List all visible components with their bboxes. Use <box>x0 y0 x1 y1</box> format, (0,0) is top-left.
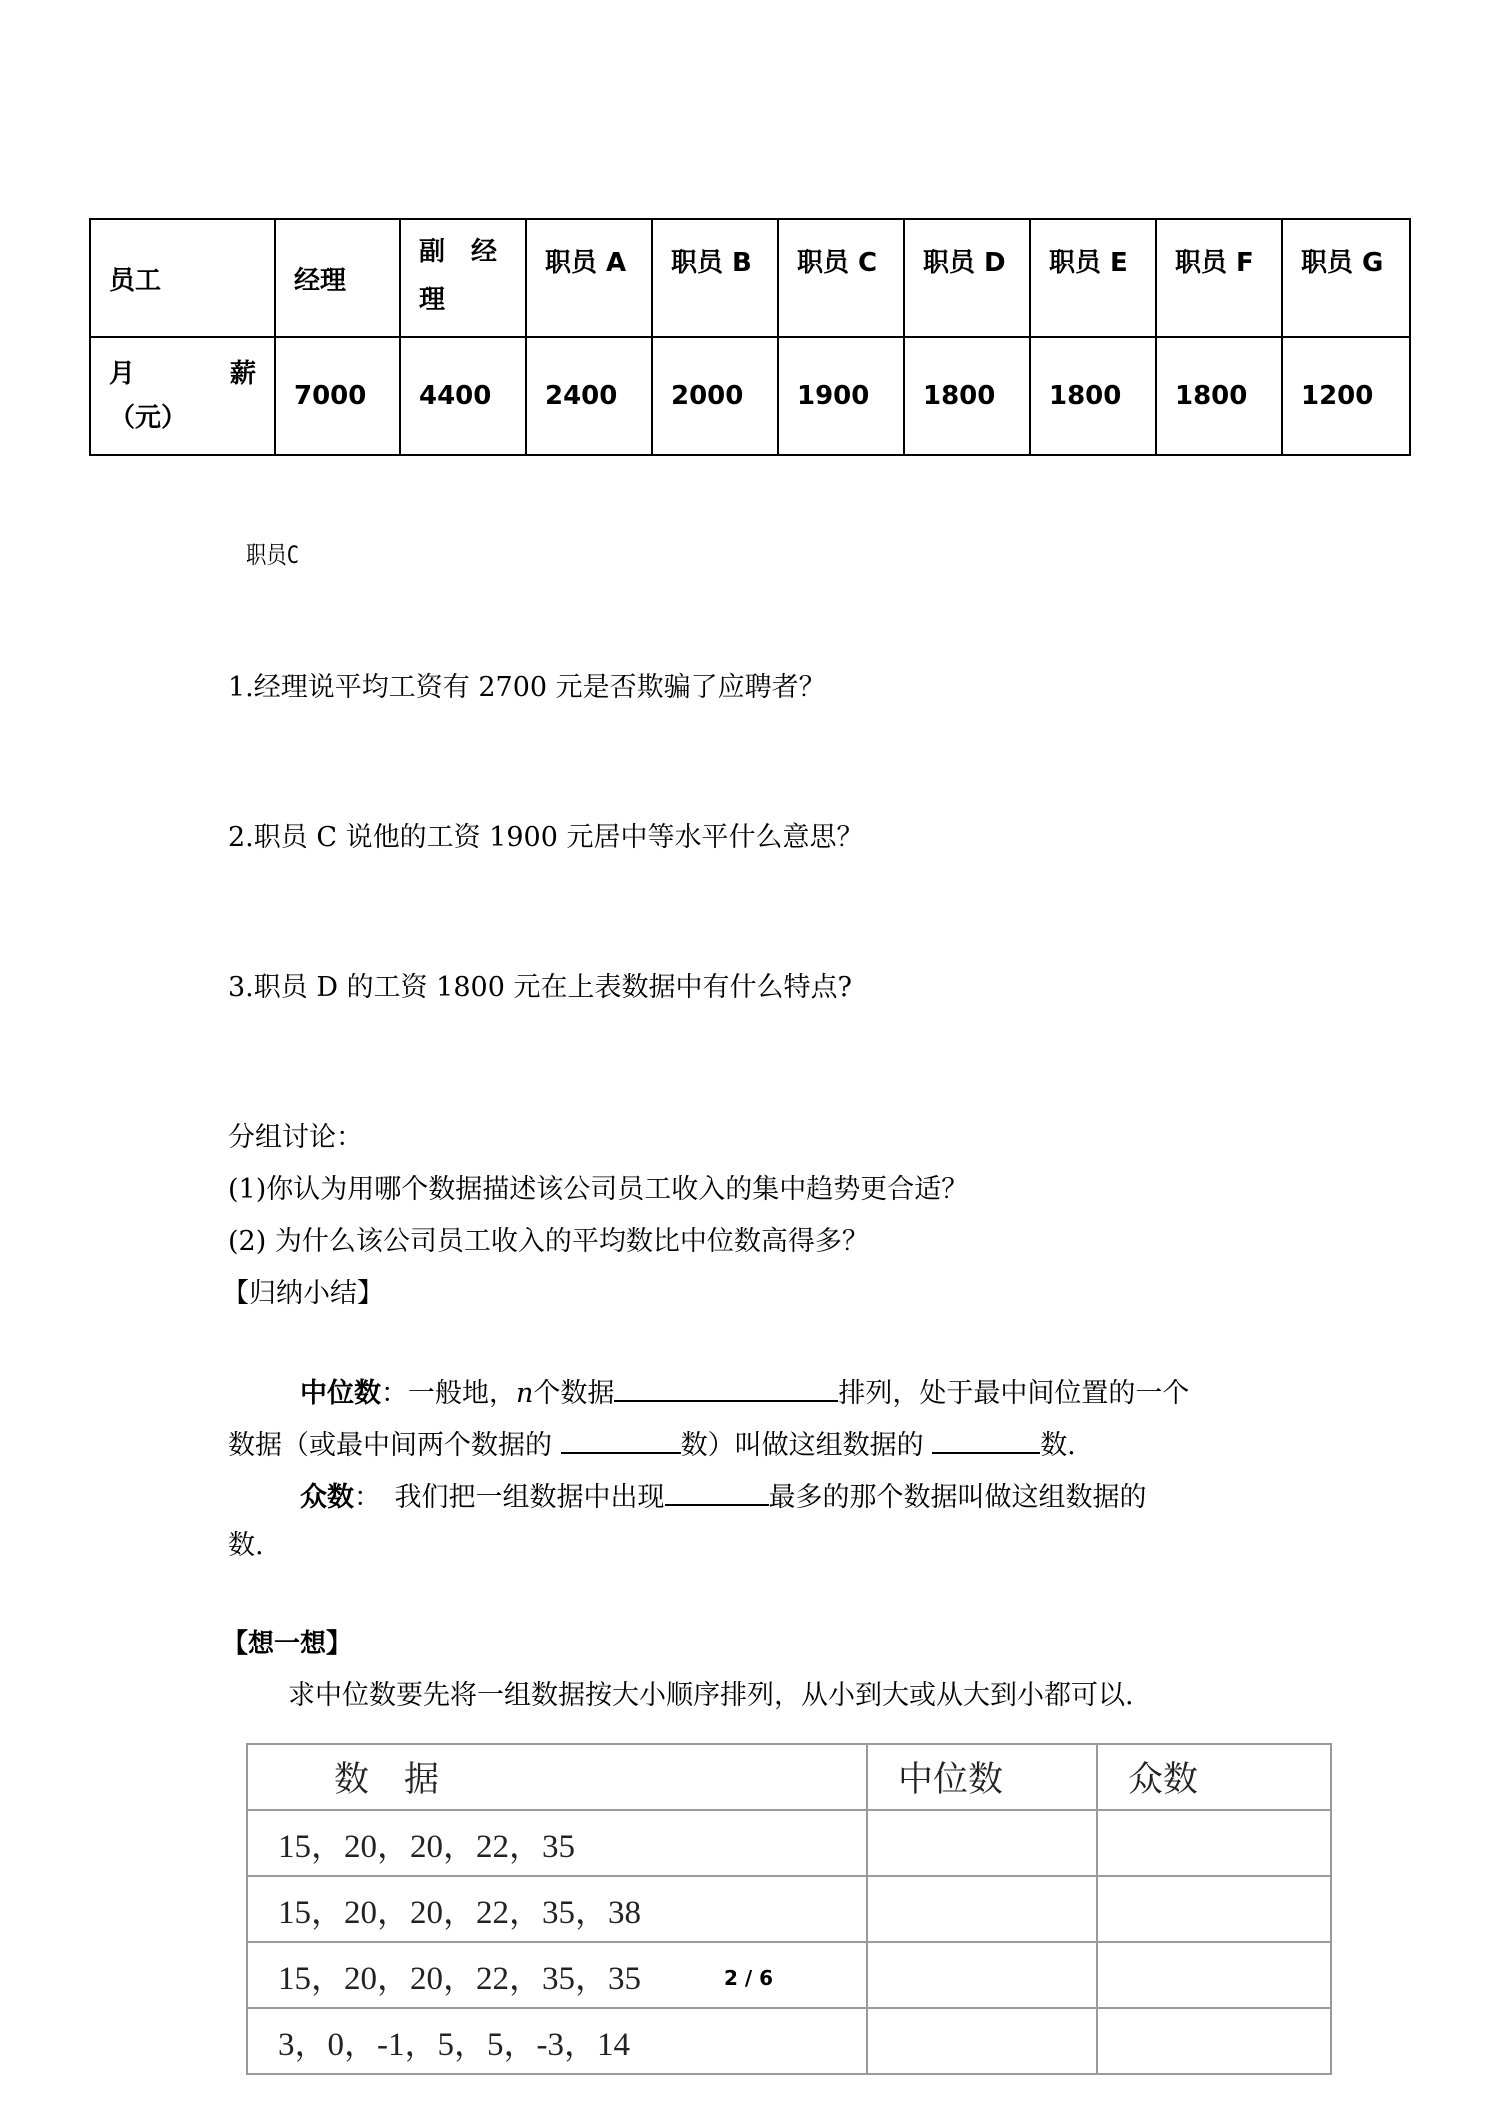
median-answer-cell[interactable] <box>867 1810 1097 1876</box>
median-definition-line-2 <box>228 1422 1076 1466</box>
data-cell: 15，20，20，22，35，38 <box>247 1876 867 1942</box>
salary-cell: 1200 <box>1282 337 1410 455</box>
page-number: 2 / 6 <box>724 1966 774 1990</box>
mode-answer-cell[interactable] <box>1097 1810 1331 1876</box>
blank-median-term[interactable] <box>932 1422 1040 1454</box>
median-text: ：一般地， <box>381 1378 516 1409</box>
data-cell: 15，20，20，22，35 <box>247 1810 867 1876</box>
mode-answer-cell[interactable] <box>1097 2008 1331 2074</box>
table-row <box>247 1810 1331 1876</box>
header-cell-staff-b: 职员 B <box>652 219 778 337</box>
median-answer-cell[interactable] <box>867 1942 1097 2008</box>
salary-header-row <box>90 219 1410 337</box>
n-variable: n <box>516 1378 534 1409</box>
salary-cell: 4400 <box>400 337 526 455</box>
table-row <box>247 1942 1331 2008</box>
header-cell-staff-c: 职员 C <box>778 219 904 337</box>
mode-text: ： 我们把一组数据中出现 <box>354 1482 665 1513</box>
data-cell: 3，0，-1，5，5，-3，14 <box>247 2008 867 2074</box>
table-row <box>247 1876 1331 1942</box>
salary-cell: 2400 <box>526 337 652 455</box>
think-title: 【想一想】 <box>222 1629 353 1659</box>
salary-cell: 2000 <box>652 337 778 455</box>
salary-cell: 1800 <box>1030 337 1156 455</box>
header-cell-deputy-manager: 副 经理 <box>400 219 526 337</box>
think-text: 求中位数要先将一组数据按大小顺序排列，从小到大或从大到小都可以. <box>288 1680 1134 1711</box>
header-cell-manager: 经理 <box>275 219 400 337</box>
median-text: 数据（或最中间两个数据的 <box>228 1430 552 1461</box>
salary-cell: 7000 <box>275 337 400 455</box>
header-median: 中位数 <box>867 1744 1097 1810</box>
question-1: 1.经理说平均工资有 2700 元是否欺骗了应聘者？ <box>228 672 826 703</box>
header-cell-staff-f: 职员 F <box>1156 219 1282 337</box>
median-text: 数. <box>1040 1430 1076 1461</box>
median-definition-line-1 <box>300 1370 1189 1414</box>
salary-cell: 1800 <box>1156 337 1282 455</box>
mode-definition-line-2: 数. <box>228 1530 264 1561</box>
blank-sort-order[interactable] <box>614 1370 838 1402</box>
header-data: 数 据 <box>247 1744 867 1810</box>
blank-frequency[interactable] <box>665 1474 769 1506</box>
question-2: 2.职员 C 说他的工资 1900 元居中等水平什么意思？ <box>228 822 864 853</box>
row-label-right: 薪 <box>229 359 256 389</box>
median-answer-cell[interactable] <box>867 2008 1097 2074</box>
median-mode-table <box>246 1743 1332 2075</box>
header-cell-staff-e: 职员 E <box>1030 219 1156 337</box>
header-cell-staff-g: 职员 G <box>1282 219 1410 337</box>
median-table-header <box>247 1744 1331 1810</box>
header-cell-staff-a: 职员 A <box>526 219 652 337</box>
mode-text: 最多的那个数据叫做这组数据的 <box>768 1482 1147 1513</box>
salary-value-row <box>90 337 1410 455</box>
median-text: 排列，处于最中间位置的一个 <box>838 1378 1190 1409</box>
salary-table <box>89 218 1411 456</box>
row-label-unit: （元） <box>109 403 188 433</box>
discussion-title: 分组讨论： <box>228 1122 363 1153</box>
discussion-item-1: (1)你认为用哪个数据描述该公司员工收入的集中趋势更合适？ <box>228 1174 969 1205</box>
median-text: 个数据 <box>533 1378 615 1409</box>
median-text: 数）叫做这组数据的 <box>680 1430 924 1461</box>
header-cell-staff-d: 职员 D <box>904 219 1030 337</box>
salary-cell: 1800 <box>904 337 1030 455</box>
mode-answer-cell[interactable] <box>1097 1942 1331 2008</box>
question-3: 3.职员 D 的工资 1800 元在上表数据中有什么特点? <box>228 972 852 1003</box>
row-label-cell <box>90 337 275 455</box>
salary-cell: 1900 <box>778 337 904 455</box>
data-cell: 15，20，20，22，35，35 <box>247 1942 867 2008</box>
summary-title: 【归纳小结】 <box>222 1278 384 1309</box>
header-mode: 众数 <box>1097 1744 1331 1810</box>
discussion-item-2: (2) 为什么该公司员工收入的平均数比中位数高得多？ <box>228 1226 869 1257</box>
table-row <box>247 2008 1331 2074</box>
median-label: 中位数 <box>300 1378 381 1409</box>
caption-text: 职员C <box>246 541 300 569</box>
mode-definition-line-1 <box>300 1474 1147 1518</box>
blank-average-kind[interactable] <box>561 1422 681 1454</box>
median-answer-cell[interactable] <box>867 1876 1097 1942</box>
row-label-left: 月 <box>109 359 136 389</box>
header-cell-employee: 员工 <box>90 219 275 337</box>
mode-label: 众数 <box>300 1482 354 1513</box>
mode-answer-cell[interactable] <box>1097 1876 1331 1942</box>
